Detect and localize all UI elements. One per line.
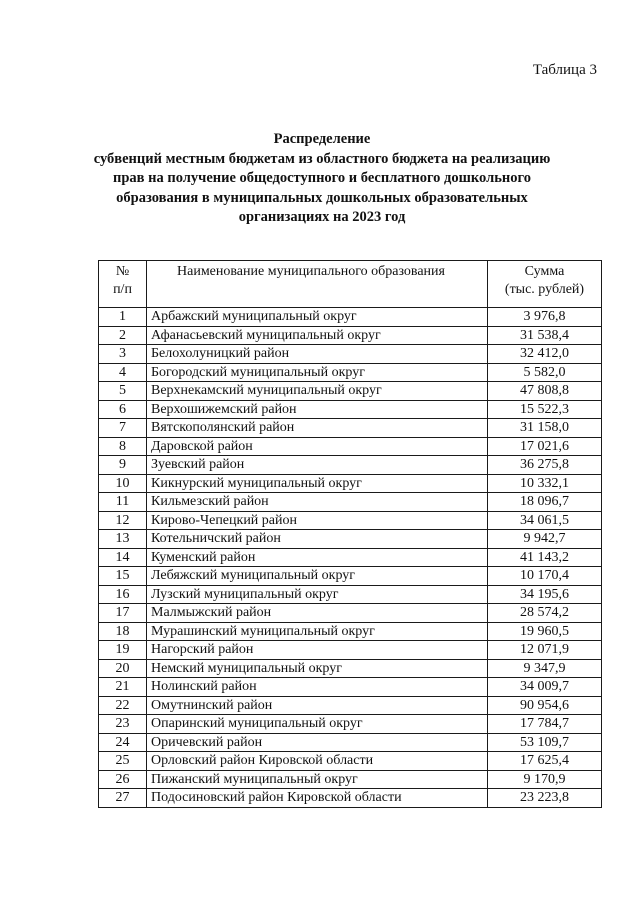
amount-cell: 9 942,7 — [488, 530, 602, 549]
amount-cell: 18 096,7 — [488, 493, 602, 512]
table-row — [99, 678, 602, 697]
row-number-cell: 5 — [99, 382, 147, 401]
amount-cell: 47 808,8 — [488, 382, 602, 401]
row-number-cell: 20 — [99, 659, 147, 678]
amount-cell: 34 009,7 — [488, 678, 602, 697]
amount-cell: 23 223,8 — [488, 789, 602, 808]
municipality-name-cell: Кильмезский район — [147, 493, 488, 512]
row-number-cell: 4 — [99, 363, 147, 382]
table-row — [99, 308, 602, 327]
title-line: субвенций местным бюджетам из областного бюджета на реализацию — [93, 150, 551, 167]
table-row — [99, 456, 602, 475]
amount-cell: 28 574,2 — [488, 604, 602, 623]
municipality-name-cell: Нолинский район — [147, 678, 488, 697]
title-line: прав на получение общедоступного и бесплатного дошкольного — [113, 170, 531, 187]
amount-cell: 5 582,0 — [488, 363, 602, 382]
header-sum-line1: Сумма — [524, 264, 565, 279]
amount-cell: 9 170,9 — [488, 770, 602, 789]
table-row — [99, 659, 602, 678]
row-number-cell: 6 — [99, 400, 147, 419]
amount-cell: 90 954,6 — [488, 696, 602, 715]
municipality-name-cell: Даровской район — [147, 437, 488, 456]
row-number-cell: 8 — [99, 437, 147, 456]
table-header-row — [99, 261, 602, 308]
row-number-cell: 17 — [99, 604, 147, 623]
row-number-cell: 7 — [99, 419, 147, 438]
amount-cell: 10 170,4 — [488, 567, 602, 586]
table-row — [99, 770, 602, 789]
row-number-cell: 19 — [99, 641, 147, 660]
column-header-number — [99, 261, 147, 308]
amount-cell: 12 071,9 — [488, 641, 602, 660]
table-row — [99, 382, 602, 401]
municipality-name-cell: Кирово-Чепецкий район — [147, 511, 488, 530]
row-number-cell: 26 — [99, 770, 147, 789]
table-row — [99, 733, 602, 752]
row-number-cell: 21 — [99, 678, 147, 697]
municipality-name-cell: Малмыжский район — [147, 604, 488, 623]
row-number-cell: 10 — [99, 474, 147, 493]
title-line: организациях на 2023 год — [238, 209, 406, 226]
amount-cell: 19 960,5 — [488, 622, 602, 641]
amount-cell: 17 784,7 — [488, 715, 602, 734]
municipality-name-cell: Немский муниципальный округ — [147, 659, 488, 678]
row-number-cell: 12 — [99, 511, 147, 530]
row-number-cell: 3 — [99, 345, 147, 364]
amount-cell: 41 143,2 — [488, 548, 602, 567]
row-number-cell: 9 — [99, 456, 147, 475]
table-body — [99, 308, 602, 808]
amount-cell: 34 061,5 — [488, 511, 602, 530]
row-number-cell: 22 — [99, 696, 147, 715]
municipality-name-cell: Нагорский район — [147, 641, 488, 660]
municipality-name-cell: Оричевский район — [147, 733, 488, 752]
amount-cell: 36 275,8 — [488, 456, 602, 475]
table-row — [99, 419, 602, 438]
municipality-name-cell: Подосиновский район Кировской области — [147, 789, 488, 808]
amount-cell: 53 109,7 — [488, 733, 602, 752]
municipality-name-cell: Пижанский муниципальный округ — [147, 770, 488, 789]
column-header-sum — [488, 261, 602, 308]
table-row — [99, 326, 602, 345]
subvention-table — [98, 260, 602, 808]
amount-cell: 3 976,8 — [488, 308, 602, 327]
table-number-label: Таблица 3 — [532, 62, 597, 78]
amount-cell: 31 538,4 — [488, 326, 602, 345]
amount-cell: 32 412,0 — [488, 345, 602, 364]
municipality-name-cell: Лебяжский муниципальный округ — [147, 567, 488, 586]
municipality-name-cell: Белохолуницкий район — [147, 345, 488, 364]
table-row — [99, 585, 602, 604]
table-row — [99, 696, 602, 715]
table-row — [99, 437, 602, 456]
column-header-name: Наименование муниципального образования — [147, 261, 488, 308]
table-row — [99, 345, 602, 364]
amount-cell: 15 522,3 — [488, 400, 602, 419]
row-number-cell: 1 — [99, 308, 147, 327]
municipality-name-cell: Мурашинский муниципальный округ — [147, 622, 488, 641]
row-number-cell: 27 — [99, 789, 147, 808]
municipality-name-cell: Арбажский муниципальный округ — [147, 308, 488, 327]
header-number-line1: № — [115, 264, 130, 279]
table-row — [99, 493, 602, 512]
row-number-cell: 16 — [99, 585, 147, 604]
table-row — [99, 548, 602, 567]
table-row — [99, 604, 602, 623]
table-row — [99, 400, 602, 419]
municipality-name-cell: Опаринский муниципальный округ — [147, 715, 488, 734]
amount-cell: 31 158,0 — [488, 419, 602, 438]
row-number-cell: 24 — [99, 733, 147, 752]
municipality-name-cell: Афанасьевский муниципальный округ — [147, 326, 488, 345]
municipality-name-cell: Кикнурский муниципальный округ — [147, 474, 488, 493]
amount-cell: 17 625,4 — [488, 752, 602, 771]
municipality-name-cell: Вятскополянский район — [147, 419, 488, 438]
table-row — [99, 715, 602, 734]
amount-cell: 17 021,6 — [488, 437, 602, 456]
municipality-name-cell: Богородский муниципальный округ — [147, 363, 488, 382]
row-number-cell: 23 — [99, 715, 147, 734]
row-number-cell: 13 — [99, 530, 147, 549]
header-sum-line2: (тыс. рублей) — [504, 282, 585, 297]
row-number-cell: 15 — [99, 567, 147, 586]
municipality-name-cell: Орловский район Кировской области — [147, 752, 488, 771]
row-number-cell: 14 — [99, 548, 147, 567]
amount-cell: 10 332,1 — [488, 474, 602, 493]
table-row — [99, 567, 602, 586]
municipality-name-cell: Зуевский район — [147, 456, 488, 475]
table-row — [99, 752, 602, 771]
table-row — [99, 622, 602, 641]
row-number-cell: 2 — [99, 326, 147, 345]
header-number-line2: п/п — [113, 282, 132, 297]
row-number-cell: 18 — [99, 622, 147, 641]
table-row — [99, 530, 602, 549]
document-title — [90, 130, 554, 228]
municipality-name-cell: Омутнинский район — [147, 696, 488, 715]
municipality-name-cell: Котельничский район — [147, 530, 488, 549]
title-line: Распределение — [273, 131, 371, 147]
row-number-cell: 25 — [99, 752, 147, 771]
municipality-name-cell: Лузский муниципальный округ — [147, 585, 488, 604]
municipality-name-cell: Верхнекамский муниципальный округ — [147, 382, 488, 401]
table-row — [99, 789, 602, 808]
amount-cell: 34 195,6 — [488, 585, 602, 604]
title-line: образования в муниципальных дошкольных образовательных — [116, 189, 528, 206]
row-number-cell: 11 — [99, 493, 147, 512]
table-row — [99, 363, 602, 382]
table-row — [99, 641, 602, 660]
table-row — [99, 511, 602, 530]
municipality-name-cell: Куменский район — [147, 548, 488, 567]
municipality-name-cell: Верхошижемский район — [147, 400, 488, 419]
amount-cell: 9 347,9 — [488, 659, 602, 678]
table-row — [99, 474, 602, 493]
